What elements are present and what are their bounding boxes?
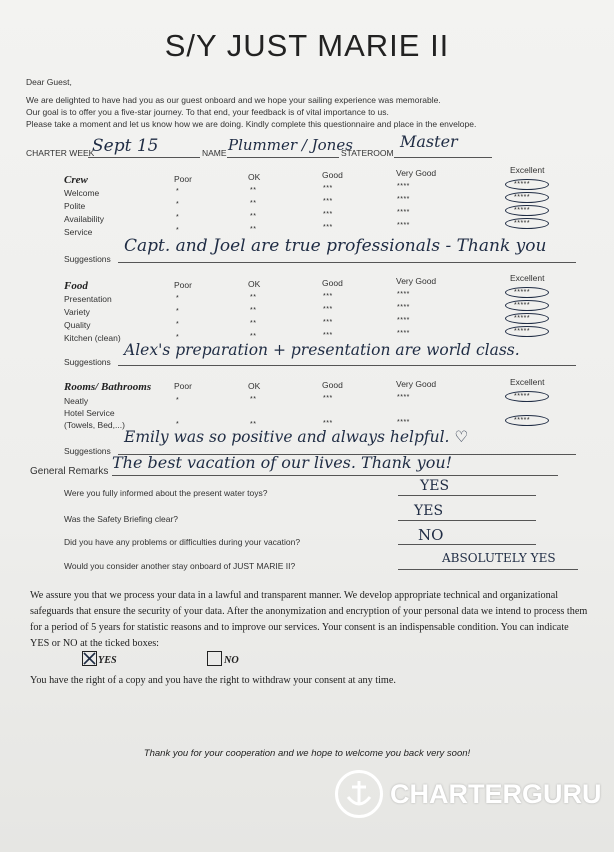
anchor-logo-icon [335, 770, 383, 818]
food-header-excellent: Excellent [510, 273, 545, 283]
general-remarks-label: General Remarks [30, 466, 109, 477]
crew-header-ok: OK [248, 172, 261, 182]
yacht-title: S/Y JUST MARIE II [164, 28, 450, 63]
food-variety-ok[interactable]: ** [250, 307, 257, 314]
answer-water-toys[interactable]: YES [420, 478, 450, 494]
rooms-hotel-excellent[interactable]: ***** [514, 417, 531, 424]
answer-line-1 [398, 495, 536, 496]
consent-yes-checkbox[interactable] [82, 651, 97, 666]
food-header-good: Good [322, 278, 343, 288]
crew-header-very-good: Very Good [396, 168, 437, 178]
crew-suggestions-label: Suggestions [64, 254, 111, 264]
rooms-item-towels: (Towels, Bed,...) [64, 420, 125, 430]
stateroom-value[interactable]: Master [400, 132, 458, 151]
rooms-hotel-ok[interactable]: ** [250, 421, 257, 428]
food-kitchen-circle [505, 326, 549, 337]
food-heading: Food [64, 280, 88, 292]
food-kitchen-very-good[interactable]: **** [397, 330, 410, 337]
rights-text: You have the right of a copy and you have the right to withdraw your consent at any time. [30, 675, 396, 686]
rooms-hotel-circle [505, 415, 549, 426]
food-presentation-excellent[interactable]: ***** [514, 289, 531, 296]
food-presentation-ok[interactable]: ** [250, 294, 257, 301]
food-variety-poor[interactable]: * [176, 308, 180, 315]
rooms-suggestions-value[interactable]: Emily was so positive and always helpful. ♡ [124, 428, 469, 446]
food-variety-very-good[interactable]: **** [397, 304, 410, 311]
intro-line-2: Our goal is to offer you a five-star journey. To that end, your feedback is of vital importance to us. [26, 107, 389, 117]
question-water-toys: Were you fully informed about the present water toys? [64, 488, 268, 498]
crew-availability-very-good[interactable]: **** [397, 209, 410, 216]
consent-yes-label: YES [98, 655, 117, 666]
crew-welcome-good[interactable]: *** [323, 185, 333, 192]
crew-header-poor: Poor [174, 174, 192, 184]
crew-polite-circle [505, 192, 549, 203]
answer-line-3 [398, 544, 536, 545]
food-suggestions-value[interactable]: Alex's preparation + presentation are world class. [124, 341, 520, 359]
crew-polite-excellent[interactable]: ***** [514, 194, 531, 201]
rooms-header-very-good: Very Good [396, 379, 437, 389]
crew-polite-ok[interactable]: ** [250, 200, 257, 207]
rooms-header-excellent: Excellent [510, 377, 545, 387]
rooms-header-ok: OK [248, 381, 261, 391]
crew-welcome-poor[interactable]: * [176, 188, 180, 195]
crew-suggestions-value[interactable]: Capt. and Joel are true professionals - Thank you [124, 236, 547, 256]
rooms-hotel-good[interactable]: *** [323, 420, 333, 427]
charter-week-label: CHARTER WEEK [26, 148, 95, 158]
checkmark-icon [83, 652, 96, 665]
crew-service-good[interactable]: *** [323, 224, 333, 231]
food-quality-very-good[interactable]: **** [397, 317, 410, 324]
food-kitchen-excellent[interactable]: ***** [514, 328, 531, 335]
name-value[interactable]: Plummer / Jones [228, 136, 353, 154]
crew-suggestions-line [118, 262, 576, 263]
name-label: NAME [202, 148, 227, 158]
rooms-neatly-very-good[interactable]: **** [397, 394, 410, 401]
food-presentation-good[interactable]: *** [323, 293, 333, 300]
crew-welcome-excellent[interactable]: ***** [514, 181, 531, 188]
rooms-heading: Rooms/ Bathrooms [64, 381, 152, 393]
answer-problems[interactable]: NO [418, 526, 444, 544]
rooms-hotel-very-good[interactable]: **** [397, 419, 410, 426]
rooms-neatly-excellent[interactable]: ***** [514, 393, 531, 400]
crew-polite-poor[interactable]: * [176, 201, 180, 208]
food-presentation-poor[interactable]: * [176, 295, 180, 302]
intro-line-3: Please take a moment and let us know how we are doing. Kindly complete this questionnaire and place in the envelope. [26, 119, 477, 129]
consent-no-label: NO [224, 655, 239, 666]
crew-welcome-ok[interactable]: ** [250, 187, 257, 194]
crew-availability-good[interactable]: *** [323, 211, 333, 218]
crew-header-excellent: Excellent [510, 165, 545, 175]
rooms-neatly-good[interactable]: *** [323, 395, 333, 402]
watermark-brand: CHARTERGURU [390, 779, 602, 809]
crew-item-availability: Availability [64, 214, 105, 224]
food-variety-circle [505, 300, 549, 311]
crew-item-service: Service [64, 227, 93, 237]
rooms-item-neatly: Neatly [64, 396, 89, 406]
question-another-stay: Would you consider another stay onboard of JUST MARIE II? [64, 561, 296, 571]
stateroom-line [394, 157, 492, 158]
crew-item-polite: Polite [64, 201, 86, 211]
crew-availability-ok[interactable]: ** [250, 213, 257, 220]
food-quality-poor[interactable]: * [176, 321, 180, 328]
crew-availability-circle [505, 205, 549, 216]
food-variety-excellent[interactable]: ***** [514, 302, 531, 309]
rooms-item-hotel-service: Hotel Service [64, 408, 115, 418]
answer-line-4 [398, 569, 578, 570]
question-safety-briefing: Was the Safety Briefing clear? [64, 514, 179, 524]
crew-availability-excellent[interactable]: ***** [514, 207, 531, 214]
rooms-hotel-poor[interactable]: * [176, 421, 180, 428]
food-item-variety: Variety [64, 307, 90, 317]
food-suggestions-label: Suggestions [64, 357, 111, 367]
privacy-line-1: We assure you that we process your data in a lawful and transparent manner. We develop appropriate technical and organizational [30, 590, 559, 601]
crew-service-very-good[interactable]: **** [397, 222, 410, 229]
answer-line-2 [398, 520, 536, 521]
crew-service-ok[interactable]: ** [250, 226, 257, 233]
food-quality-good[interactable]: *** [323, 319, 333, 326]
general-remarks-line [112, 475, 558, 476]
crew-service-circle [505, 218, 549, 229]
crew-polite-good[interactable]: *** [323, 198, 333, 205]
name-line [227, 157, 339, 158]
privacy-line-4: YES or NO at the ticked boxes: [30, 638, 160, 649]
food-item-presentation: Presentation [64, 294, 112, 304]
rooms-header-poor: Poor [174, 381, 192, 391]
food-kitchen-good[interactable]: *** [323, 332, 333, 339]
consent-no-checkbox[interactable] [207, 651, 222, 666]
food-suggestions-line [118, 365, 576, 366]
crew-item-welcome: Welcome [64, 188, 100, 198]
privacy-line-2: safeguards that ensure the security of your data. After the anonymization and encryption of your personal data we intend to process them [30, 606, 588, 617]
rooms-neatly-poor[interactable]: * [176, 397, 180, 404]
food-item-kitchen: Kitchen (clean) [64, 333, 121, 343]
crew-welcome-circle [505, 179, 549, 190]
rooms-suggestions-label: Suggestions [64, 446, 111, 456]
rooms-header-good: Good [322, 380, 343, 390]
crew-service-excellent[interactable]: ***** [514, 220, 531, 227]
food-quality-ok[interactable]: ** [250, 320, 257, 327]
food-item-quality: Quality [64, 320, 91, 330]
food-variety-good[interactable]: *** [323, 306, 333, 313]
crew-header-good: Good [322, 170, 343, 180]
food-header-poor: Poor [174, 280, 192, 290]
food-header-ok: OK [248, 279, 261, 289]
crew-welcome-very-good[interactable]: **** [397, 183, 410, 190]
greeting: Dear Guest, [26, 77, 72, 87]
charter-week-value[interactable]: Sept 15 [92, 136, 159, 156]
crew-polite-very-good[interactable]: **** [397, 196, 410, 203]
charter-week-line [88, 157, 200, 158]
intro-line-1: We are delighted to have had you as our guest onboard and we hope your sailing experience was memorable. [26, 95, 441, 105]
rooms-neatly-ok[interactable]: ** [250, 396, 257, 403]
crew-availability-poor[interactable]: * [176, 214, 180, 221]
crew-service-poor[interactable]: * [176, 227, 180, 234]
food-presentation-circle [505, 287, 549, 298]
rooms-neatly-circle [505, 391, 549, 402]
stateroom-label: STATEROOM [341, 148, 394, 158]
question-problems: Did you have any problems or difficulties during your vacation? [64, 537, 301, 547]
answer-another-stay[interactable]: ABSOLUTELY YES [442, 551, 556, 565]
food-kitchen-ok[interactable]: ** [250, 333, 257, 340]
answer-safety-briefing[interactable]: YES [414, 503, 444, 519]
privacy-line-3: for a period of 5 years for statistic reasons and to improve our services. Your consent is an indispensable condition. You can indicate [30, 622, 569, 633]
crew-heading: Crew [64, 174, 88, 186]
food-kitchen-poor[interactable]: * [176, 334, 180, 341]
food-quality-circle [505, 313, 549, 324]
food-header-very-good: Very Good [396, 276, 437, 286]
general-remarks-value[interactable]: The best vacation of our lives. Thank you! [112, 453, 453, 472]
food-presentation-very-good[interactable]: **** [397, 291, 410, 298]
food-quality-excellent[interactable]: ***** [514, 315, 531, 322]
thank-you-footer: Thank you for your cooperation and we hope to welcome you back very soon! [143, 748, 471, 759]
